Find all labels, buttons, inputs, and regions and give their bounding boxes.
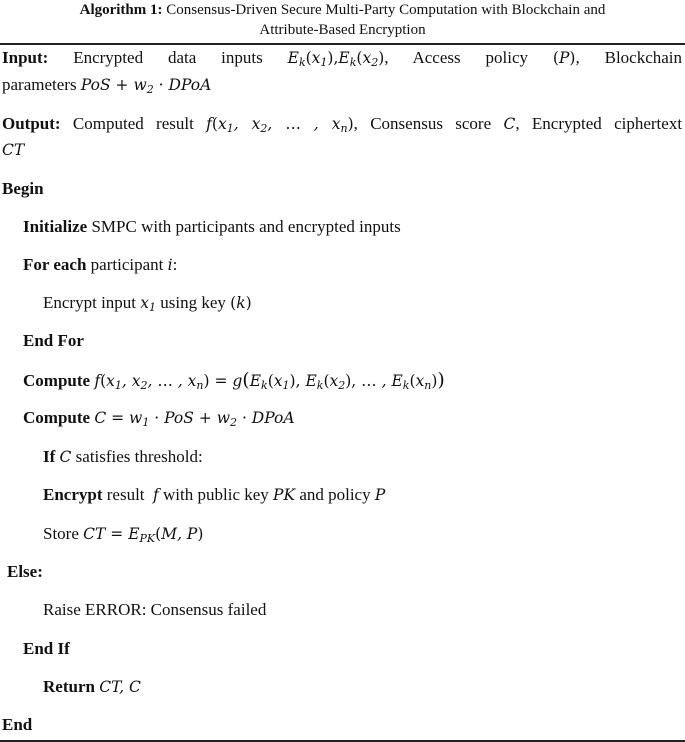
caption-line-2: Attribute-Based Encryption bbox=[259, 22, 426, 38]
end-keyword: End bbox=[2, 715, 33, 734]
input-text-1: Encrypted data inputs bbox=[73, 48, 263, 67]
input-keyword: Input: bbox=[2, 48, 49, 67]
encrypt-math-p: P bbox=[374, 486, 386, 504]
input-text-blockchain: Blockchain bbox=[604, 48, 683, 67]
bottom-rule bbox=[0, 740, 685, 742]
output-math-ct: CT bbox=[2, 141, 25, 159]
input-line-1: Input: Encrypted data inputs $E_k(x_1),E_k(x_2)$, Access policy (P), Blockchain bbox=[2, 48, 683, 69]
input-text-access: Access policy bbox=[412, 48, 529, 67]
input-params-math: PoS + $w_2$ · DPoA bbox=[80, 76, 212, 96]
encrypt-text-3: and policy bbox=[299, 485, 371, 504]
output-text-1: Computed result bbox=[72, 114, 194, 133]
output-text-2: Consensus score bbox=[370, 114, 492, 133]
for-each-keyword: For each bbox=[23, 255, 87, 274]
step-end-if bbox=[23, 636, 685, 662]
step-return bbox=[43, 674, 685, 700]
step-for-each bbox=[23, 252, 685, 278]
step-initialize bbox=[23, 214, 685, 240]
output-math-f: $f(x_1$, $x_2$, … , $x_n$) bbox=[206, 115, 354, 135]
for-each-suffix: : bbox=[172, 255, 178, 274]
store-text: Store bbox=[43, 524, 79, 543]
step-raise-error bbox=[43, 597, 685, 623]
step-begin bbox=[2, 176, 685, 202]
output-keyword: Output: bbox=[2, 114, 61, 133]
if-keyword: If bbox=[43, 447, 56, 466]
output-line-2 bbox=[2, 137, 685, 163]
step-end bbox=[2, 712, 685, 738]
caption-line-1 bbox=[0, 0, 685, 20]
return-keyword: Return bbox=[43, 677, 95, 696]
compute-f-math: $f(x_1$, $x_2$, … , $x_n) = g(E_k(x_1)$, $E_k(x_2)$, … , $E_k(x_n)$) bbox=[94, 369, 445, 392]
step-compute-f bbox=[23, 367, 685, 394]
step-encrypt-result bbox=[43, 482, 685, 508]
for-each-text: participant bbox=[90, 255, 164, 274]
encrypt-text: result bbox=[106, 485, 145, 504]
else-keyword: Else: bbox=[7, 562, 43, 581]
if-math: C bbox=[59, 448, 72, 466]
begin-keyword: Begin bbox=[2, 179, 44, 198]
if-text: satisfies threshold: bbox=[75, 447, 203, 466]
input-line-2 bbox=[2, 72, 685, 98]
encrypt-input-text: Encrypt input bbox=[43, 293, 137, 312]
initialize-keyword: Initialize bbox=[23, 217, 88, 236]
raise-error-text: Raise ERROR: Consensus failed bbox=[43, 600, 267, 619]
encrypt-input-math: $x_1$ bbox=[140, 294, 157, 314]
output-math-c: C bbox=[503, 115, 516, 133]
step-end-for bbox=[23, 328, 685, 354]
algorithm-caption bbox=[0, 0, 685, 40]
encrypt-math-pk: PK bbox=[273, 486, 296, 504]
input-math-e1: $E_k(x_1),E_k(x_2)$ bbox=[287, 49, 385, 69]
initialize-text: SMPC with participants and encrypted inputs bbox=[91, 217, 401, 236]
step-store bbox=[43, 521, 685, 547]
encrypt-keyword: Encrypt bbox=[43, 485, 103, 504]
compute-f-keyword: Compute bbox=[23, 371, 91, 390]
for-each-math: i bbox=[167, 256, 173, 274]
store-math: CT = $E_{PK}(M$, P) bbox=[83, 525, 204, 545]
encrypt-input-key: (k) bbox=[230, 294, 252, 312]
step-encrypt-input bbox=[43, 290, 685, 316]
encrypt-text-2: with public key bbox=[163, 485, 269, 504]
input-math-p: (P) bbox=[552, 49, 576, 67]
output-line-1: Output: Computed result $f(x_1$, $x_2$, … , $x_n$), Consensus score C, Encrypted ciphertext bbox=[2, 114, 683, 135]
input-params-text: parameters bbox=[2, 75, 77, 94]
step-compute-c bbox=[23, 405, 685, 431]
end-for-keyword: End For bbox=[23, 331, 84, 350]
end-if-keyword: End If bbox=[23, 639, 70, 658]
caption-label: Algorithm 1: bbox=[79, 2, 163, 18]
compute-c-keyword: Compute bbox=[23, 408, 91, 427]
output-text-3: Encrypted ciphertext bbox=[531, 114, 683, 133]
step-else bbox=[7, 559, 685, 585]
caption-title-1: Consensus-Driven Secure Multi-Party Computation with Blockchain and bbox=[166, 2, 606, 18]
compute-c-math: $C = w_1$ · PoS + $w_2$ · DPoA bbox=[94, 409, 295, 429]
encrypt-math-f: f bbox=[153, 486, 159, 504]
encrypt-input-text-2: using key bbox=[160, 293, 226, 312]
return-math: CT, C bbox=[99, 678, 141, 696]
step-if bbox=[43, 444, 685, 470]
